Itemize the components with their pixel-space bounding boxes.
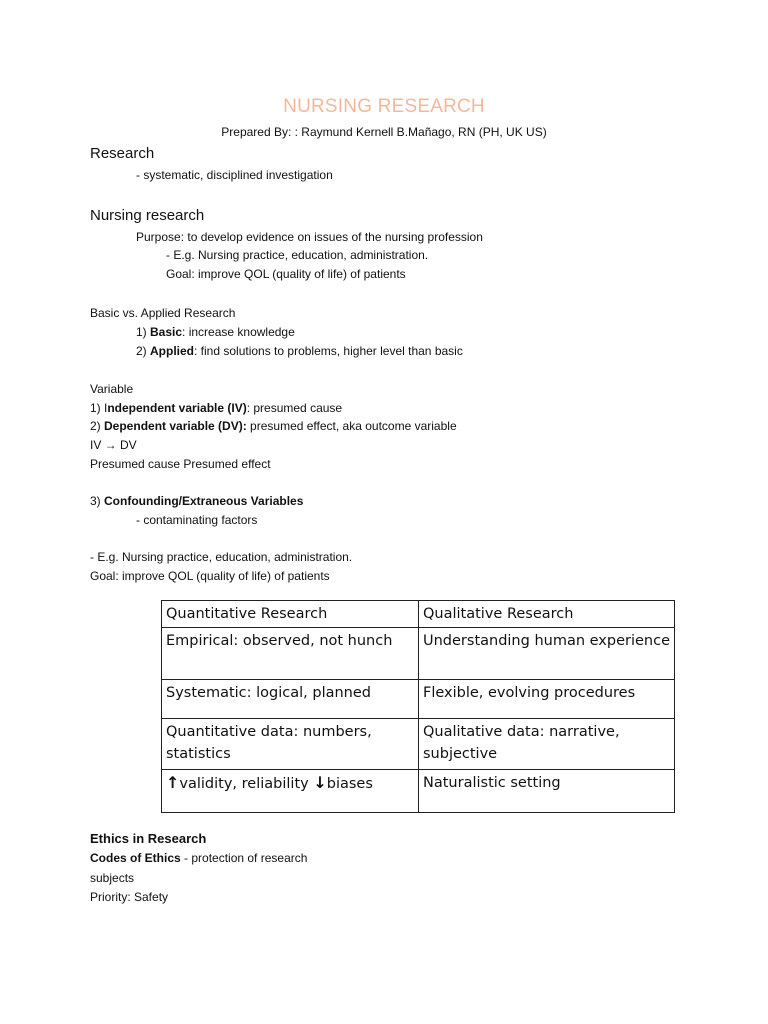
dv-item (90, 419, 457, 433)
table-row (162, 719, 675, 770)
nursing-research-heading: Nursing research (90, 207, 205, 224)
nursing-research-example: - E.g. Nursing practice, education, administration. (166, 248, 429, 262)
iv-item (90, 401, 342, 415)
basic-item (136, 325, 295, 339)
variable-heading: Variable (90, 382, 134, 396)
table-cell: Empirical: observed, not hunch (162, 628, 419, 680)
basic-applied-heading: Basic vs. Applied Research (90, 306, 236, 320)
table-row (162, 770, 675, 813)
comparison-table (161, 600, 675, 813)
confounding-item (90, 494, 303, 508)
applied-item-term: Applied (150, 344, 195, 358)
down-arrow-icon: ↓ (313, 773, 327, 792)
table-row (162, 628, 675, 680)
table-cell: Qualitative data: narrative, subjective (419, 719, 675, 770)
basic-item-term: Basic (150, 325, 183, 339)
validity-text: validity, reliability (179, 776, 314, 792)
nursing-research-purpose: Purpose: to develop evidence on issues of the nursing profession (136, 230, 483, 244)
table-cell: Understanding human experience (419, 628, 675, 680)
biases-text: biases (326, 776, 373, 792)
applied-item-desc: : find solutions to problems, higher level than basic (194, 344, 463, 358)
prepared-by-line: Prepared By: : Raymund Kernell B.Mañago, RN (PH, UK US) (221, 125, 547, 139)
table-header-qualitative: Qualitative Research (419, 601, 675, 628)
dv-item-term: Dependent variable (DV): (104, 419, 247, 433)
dv-item-desc: presumed effect, aka outcome variable (246, 419, 457, 433)
research-heading: Research (90, 145, 155, 162)
table-row (162, 680, 675, 719)
dv-item-number: 2) (90, 419, 105, 433)
codes-of-ethics-term: Codes of Ethics (90, 851, 181, 865)
table-cell: Quantitative data: numbers, statistics (162, 719, 419, 770)
document-title: NURSING RESEARCH (283, 96, 485, 117)
nursing-research-goal: Goal: improve QOL (quality of life) of patients (166, 267, 406, 281)
confounding-term: Confounding/Extraneous Variables (104, 494, 304, 508)
repeat-example: - E.g. Nursing practice, education, administration. (90, 550, 353, 564)
codes-of-ethics-desc: - protection of research (180, 851, 308, 865)
iv-item-desc: : presumed cause (246, 401, 343, 415)
iv-dv-caption: Presumed cause Presumed effect (90, 457, 271, 471)
confounding-desc: - contaminating factors (136, 513, 258, 527)
iv-item-term: ndependent variable (IV) (107, 401, 247, 415)
priority-line: Priority: Safety (90, 890, 169, 904)
table-cell: Systematic: logical, planned (162, 680, 419, 719)
basic-item-desc: : increase knowledge (182, 325, 295, 339)
applied-item-number: 2) (136, 344, 151, 358)
research-definition: - systematic, disciplined investigation (136, 168, 333, 182)
table-cell: Naturalistic setting (419, 770, 675, 813)
table-header-row (162, 601, 675, 628)
repeat-goal: Goal: improve QOL (quality of life) of patients (90, 569, 330, 583)
ethics-heading: Ethics in Research (90, 831, 207, 846)
codes-of-ethics-desc-cont: subjects (90, 871, 135, 885)
iv-item-number: 1) I (90, 401, 108, 415)
confounding-number: 3) (90, 494, 105, 508)
up-arrow-icon: ↑ (166, 773, 180, 792)
table-header-quantitative: Quantitative Research (162, 601, 419, 628)
applied-item (136, 344, 463, 358)
basic-item-number: 1) (136, 325, 151, 339)
iv-dv-relation: IV → DV (90, 438, 137, 452)
table-cell: Flexible, evolving procedures (419, 680, 675, 719)
codes-of-ethics-line (90, 851, 307, 865)
table-cell-validity (162, 770, 419, 813)
